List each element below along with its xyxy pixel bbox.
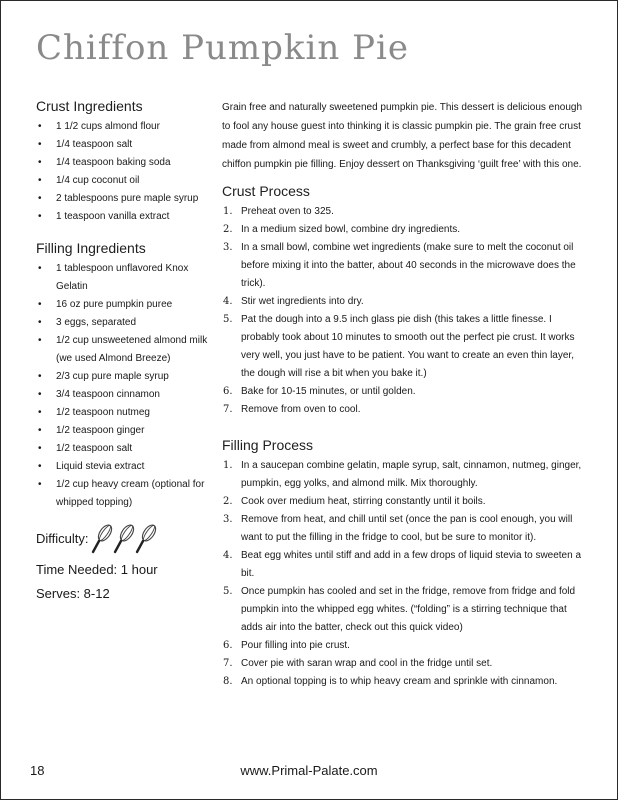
- list-item: [222, 457, 586, 493]
- step-text: In a medium sized bowl, combine dry ingredients.: [241, 224, 460, 235]
- step-number: 2.: [223, 496, 233, 507]
- list-item: • 1/4 cup coconut oil: [36, 172, 218, 190]
- step-text: Bake for 10-15 minutes, or until golden.: [241, 386, 416, 397]
- step-number: 5.: [223, 314, 233, 325]
- list-item: • 1/2 teaspoon nutmeg: [36, 404, 218, 422]
- list-item: • 3 eggs, separated: [36, 314, 218, 332]
- page-title: Chiffon Pumpkin Pie: [36, 28, 409, 68]
- crust-process-list: [222, 203, 586, 419]
- list-item: • 1/2 teaspoon ginger: [36, 422, 218, 440]
- step-number: 3.: [223, 514, 233, 525]
- list-item: [222, 655, 586, 673]
- step-text: Remove from heat, and chill until set (once the pan is cool enough, you will want to put the filling in the fridge to cool, but be sure to monitor it).: [241, 514, 573, 543]
- step-text: Beat egg whites until stiff and add in a few drops of liquid stevia to sweeten a bit.: [241, 550, 582, 579]
- list-item: [222, 239, 586, 293]
- list-item: • 1/2 cup unsweetened almond milk (we used Almond Breeze): [36, 332, 218, 368]
- crust-ingredients-list: [36, 118, 218, 226]
- whisk-icon: [135, 523, 157, 555]
- step-number: 4.: [223, 296, 233, 307]
- recipe-meta: [36, 520, 218, 606]
- step-number: 4.: [223, 550, 233, 561]
- step-text: Pat the dough into a 9.5 inch glass pie dish (this takes a little finesse. I probably took about 10 minutes to smooth out the perfect pie crust. It works very well, you just have to be patient. You want to create an even thin layer, the dough will rise a bit when you bake it.): [241, 314, 575, 379]
- crust-process-heading: Crust Process: [222, 183, 310, 199]
- intro-paragraph: Grain free and naturally sweetened pumpkin pie. This dessert is delicious enough to fool any house guest into thinking it is classic pumpkin pie. The grain free crust made from almond meal is sweet and crumbly, a perfect base for this decadent chiffon pumpkin pie filling. Enjoy dessert on Thanksgiving ‘guilt free’ with this one.: [222, 102, 583, 170]
- list-item: • 1 1/2 cups almond flour: [36, 118, 218, 136]
- step-number: 1.: [223, 460, 233, 471]
- step-number: 3.: [223, 242, 233, 253]
- filling-process-heading: Filling Process: [222, 437, 314, 453]
- list-item: • 1/4 teaspoon baking soda: [36, 154, 218, 172]
- step-number: 6.: [223, 640, 233, 651]
- step-number: 2.: [223, 224, 233, 235]
- list-item: [222, 221, 586, 239]
- step-text: In a saucepan combine gelatin, maple syrup, salt, cinnamon, nutmeg, ginger, pumpkin, egg yolks, and almond milk. Mix thoroughly.: [241, 460, 582, 489]
- difficulty-label: Difficulty:: [36, 531, 89, 546]
- step-text: An optional topping is to whip heavy cream and sprinkle with cinnamon.: [241, 676, 558, 687]
- whisk-icon: [91, 523, 113, 555]
- step-text: Once pumpkin has cooled and set in the fridge, remove from fridge and fold pumpkin into the whipped egg whites. (“folding” is a stirring technique that adds air into the batter, check out this quick video): [241, 586, 576, 633]
- step-text: Stir wet ingredients into dry.: [241, 296, 364, 307]
- list-item: • 1/2 teaspoon salt: [36, 440, 218, 458]
- step-number: 8.: [223, 676, 233, 687]
- left-column: [36, 98, 218, 606]
- list-item: • 1 tablespoon unflavored Knox Gelatin: [36, 260, 218, 296]
- list-item: [222, 401, 586, 419]
- list-item: [222, 673, 586, 691]
- time-needed: Time Needed: 1 hour: [36, 562, 158, 577]
- list-item: [222, 203, 586, 221]
- filling-ingredients-heading: Filling Ingredients: [36, 240, 146, 256]
- filling-process-list: [222, 457, 586, 691]
- list-item: [222, 637, 586, 655]
- step-text: Preheat oven to 325.: [241, 206, 334, 217]
- difficulty-rating: [91, 523, 157, 555]
- list-item: • 1 teaspoon vanilla extract: [36, 208, 218, 226]
- list-item: [222, 511, 586, 547]
- step-number: 1.: [223, 206, 233, 217]
- step-text: Cook over medium heat, stirring constantly until it boils.: [241, 496, 486, 507]
- list-item: [222, 293, 586, 311]
- step-text: Remove from oven to cool.: [241, 404, 361, 415]
- step-number: 7.: [223, 404, 233, 415]
- list-item: • 2/3 cup pure maple syrup: [36, 368, 218, 386]
- difficulty-row: [36, 520, 218, 558]
- list-item: • 3/4 teaspoon cinnamon: [36, 386, 218, 404]
- list-item: • 1/2 cup heavy cream (optional for whipped topping): [36, 476, 218, 512]
- list-item: • 1/4 teaspoon salt: [36, 136, 218, 154]
- step-text: In a small bowl, combine wet ingredients (make sure to melt the coconut oil before mixing it into the batter, about 40 seconds in the microwave does the trick).: [241, 242, 576, 289]
- list-item: [222, 583, 586, 637]
- step-text: Pour filling into pie crust.: [241, 640, 350, 651]
- step-number: 5.: [223, 586, 233, 597]
- step-text: Cover pie with saran wrap and cool in the fridge until set.: [241, 658, 493, 669]
- list-item: • 16 oz pure pumpkin puree: [36, 296, 218, 314]
- right-column: [222, 98, 586, 691]
- list-item: • Liquid stevia extract: [36, 458, 218, 476]
- step-number: 6.: [223, 386, 233, 397]
- list-item: [222, 493, 586, 511]
- list-item: [222, 311, 586, 383]
- list-item: • 2 tablespoons pure maple syrup: [36, 190, 218, 208]
- list-item: [222, 547, 586, 583]
- crust-ingredients-heading: Crust Ingredients: [36, 98, 143, 114]
- page-number: 18: [30, 763, 45, 778]
- whisk-icon: [113, 523, 135, 555]
- serves: Serves: 8-12: [36, 586, 110, 601]
- step-number: 7.: [223, 658, 233, 669]
- filling-ingredients-list: [36, 260, 218, 512]
- list-item: [222, 383, 586, 401]
- footer-url[interactable]: www.Primal-Palate.com: [240, 763, 378, 778]
